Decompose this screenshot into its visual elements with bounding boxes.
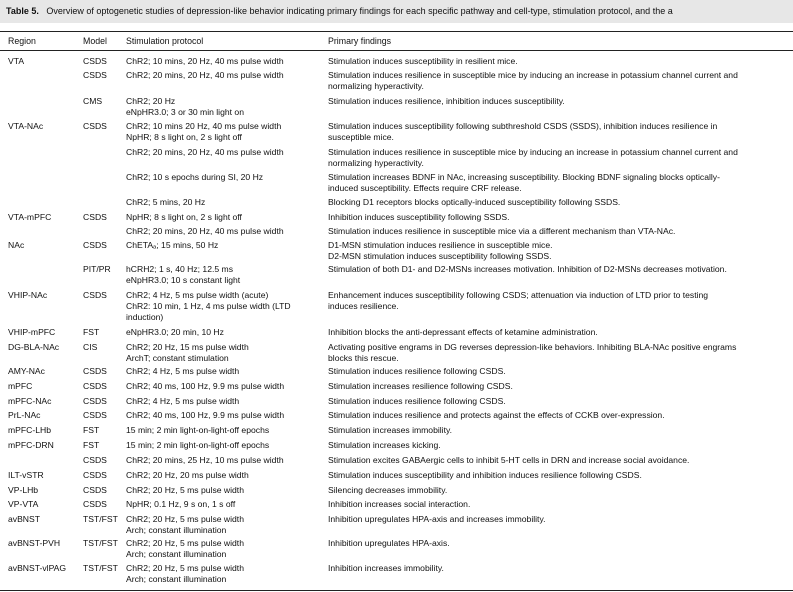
row-findings (328, 381, 513, 392)
row-protocol-line: Arch; constant illumination (126, 525, 227, 535)
row-findings (328, 226, 675, 237)
row-protocol-line: ChR2; 40 ms, 100 Hz, 9.9 ms pulse width (126, 410, 285, 420)
row-findings-line: Silencing decreases immobility. (328, 485, 448, 495)
row-protocol-line: ChR2; 20 Hz, 5 ms pulse width (126, 563, 244, 573)
row-protocol-line: ChR2; 10 mins, 20 Hz, 40 ms pulse width (126, 56, 284, 66)
table-caption (0, 0, 793, 23)
row-findings-line: Stimulation increases BDNF in NAc, increasing susceptibility. Blocking BDNF signaling blocks optically- (328, 172, 720, 182)
row-protocol (126, 410, 284, 421)
row-protocol-line: eNpHR3.0; 10 s constant light (126, 275, 241, 285)
row-protocol-line: eNpHR3.0; 3 or 30 min light on (126, 107, 244, 117)
row-model: CSDS (83, 70, 107, 80)
row-protocol (126, 290, 291, 323)
row-protocol (126, 264, 240, 286)
row-findings-line: Inhibition increases social interaction. (328, 499, 471, 509)
row-findings-line: normalizing hyperactivity. (328, 81, 424, 91)
row-protocol-line: ChR2; 40 ms, 100 Hz, 9.9 ms pulse width (126, 381, 285, 391)
header-findings: Primary findings (328, 36, 392, 46)
row-findings (328, 485, 447, 496)
row-region: ILT-vSTR (8, 470, 44, 480)
row-protocol (126, 240, 218, 251)
row-protocol (126, 197, 205, 208)
row-protocol-line: 15 min; 2 min light-on-light-off epochs (126, 425, 270, 435)
row-model: CSDS (83, 121, 107, 131)
row-findings-line: Stimulation induces resilience following CSDS. (328, 366, 506, 376)
row-model: FST (83, 425, 100, 435)
header-top-rule (0, 31, 793, 32)
row-findings (328, 290, 708, 312)
row-findings-line: normalizing hyperactivity. (328, 158, 424, 168)
row-protocol (126, 56, 284, 67)
row-model: CSDS (83, 410, 107, 420)
row-protocol-line: ChR2: 10 min, 1 Hz, 4 ms pulse width (LTD (126, 301, 291, 311)
row-protocol-line: ChR2; 20 mins, 25 Hz, 10 ms pulse width (126, 455, 284, 465)
row-findings (328, 538, 450, 549)
row-protocol (126, 147, 284, 158)
row-protocol (126, 514, 244, 536)
row-findings (328, 240, 552, 262)
row-findings (328, 70, 738, 92)
row-model: CIS (83, 342, 98, 352)
row-findings (328, 396, 506, 407)
row-protocol-line: ChR2; 20 Hz, 15 ms pulse width (126, 342, 249, 352)
row-findings-line: Inhibition upregulates HPA-axis and increases immobility. (328, 514, 546, 524)
row-protocol (126, 70, 284, 81)
row-protocol-line: ChR2; 20 mins, 20 Hz, 40 ms pulse width (126, 147, 284, 157)
row-findings (328, 514, 546, 525)
row-findings (328, 440, 441, 451)
row-findings (328, 499, 470, 510)
row-protocol-line: NpHR; 8 s light on, 2 s light off (126, 212, 242, 222)
row-model: CSDS (83, 290, 107, 300)
row-findings-line: Inhibition upregulates HPA-axis. (328, 538, 450, 548)
row-findings-line: Stimulation of both D1- and D2-MSNs increases motivation. Inhibition of D2-MSNs decreases motivation. (328, 264, 727, 274)
row-region: VTA-NAc (8, 121, 44, 131)
row-region: mPFC-DRN (8, 440, 54, 450)
row-protocol (126, 425, 269, 436)
row-region: VP-LHb (8, 485, 39, 495)
header-protocol: Stimulation protocol (126, 36, 204, 46)
row-findings (328, 470, 642, 481)
row-protocol-line: ChR2; 20 mins, 20 Hz, 40 ms pulse width (126, 226, 284, 236)
row-protocol-line: ChETAₐ; 15 mins, 50 Hz (126, 240, 219, 250)
row-findings (328, 342, 736, 364)
row-findings-line: D1-MSN stimulation induces resilience in susceptible mice. (328, 240, 553, 250)
row-findings (328, 212, 510, 223)
row-region: AMY-NAc (8, 366, 45, 376)
row-protocol (126, 440, 269, 451)
row-findings-line: Stimulation induces susceptibility and inhibition induces resilience following CSDS. (328, 470, 642, 480)
row-model: CSDS (83, 455, 107, 465)
row-protocol-line: ChR2; 4 Hz, 5 ms pulse width (acute) (126, 290, 269, 300)
table-label: Table 5. (6, 6, 39, 16)
row-region: PrL-NAc (8, 410, 41, 420)
row-protocol-line: ChR2; 20 Hz, 5 ms pulse width (126, 538, 244, 548)
row-model: TST/FST (83, 563, 118, 573)
row-model: CSDS (83, 381, 107, 391)
row-protocol (126, 96, 244, 118)
row-protocol-line: ChR2; 20 Hz, 5 ms pulse width (126, 485, 244, 495)
row-findings-line: Stimulation induces susceptibility in resilient mice. (328, 56, 518, 66)
row-findings-line: Enhancement induces susceptibility following CSDS; attenuation via induction of LTD prior to testing (328, 290, 709, 300)
row-protocol-line: NpHR; 8 s light on, 2 s light off (126, 132, 242, 142)
row-region: DG-BLA-NAc (8, 342, 60, 352)
row-model: CMS (83, 96, 103, 106)
row-protocol (126, 366, 239, 377)
row-model: TST/FST (83, 538, 118, 548)
row-model: CSDS (83, 56, 107, 66)
row-protocol (126, 563, 244, 585)
row-findings-line: Stimulation excites GABAergic cells to inhibit 5-HT cells in DRN and increase social avoidance. (328, 455, 690, 465)
row-protocol (126, 538, 244, 560)
row-model: CSDS (83, 366, 107, 376)
row-model: CSDS (83, 240, 107, 250)
row-protocol-line: 15 min; 2 min light-on-light-off epochs (126, 440, 270, 450)
row-findings (328, 96, 565, 107)
row-findings (328, 425, 452, 436)
row-protocol-line: ChR2; 4 Hz, 5 ms pulse width (126, 366, 240, 376)
row-protocol-line: ChR2; 20 Hz (126, 96, 176, 106)
row-protocol (126, 342, 249, 364)
row-protocol-line: ChR2; 20 mins, 20 Hz, 40 ms pulse width (126, 70, 284, 80)
row-protocol-line: Arch; constant illumination (126, 549, 227, 559)
row-model: PIT/PR (83, 264, 111, 274)
row-protocol (126, 172, 263, 183)
row-findings-line: D2-MSN stimulation induces susceptibility following SSDS. (328, 251, 552, 261)
row-region: mPFC-NAc (8, 396, 52, 406)
row-findings-line: Blocking D1 receptors blocks optically-induced susceptibility following SSDS. (328, 197, 621, 207)
row-findings-line: induces resilience. (328, 301, 399, 311)
row-protocol (126, 485, 244, 496)
row-findings (328, 172, 720, 194)
row-region: mPFC (8, 381, 33, 391)
row-model: CSDS (83, 212, 107, 222)
row-protocol-line: ArchT; constant stimulation (126, 353, 229, 363)
row-findings-line: induced susceptibility. Effects require CRF release. (328, 183, 522, 193)
header-model: Model (83, 36, 107, 46)
row-findings-line: Stimulation induces resilience in susceptible mice by inducing an increase in potassium channel current and (328, 147, 738, 157)
row-protocol (126, 470, 249, 481)
row-findings-line: susceptible mice. (328, 132, 394, 142)
row-protocol-line: Arch; constant illumination (126, 574, 227, 584)
row-protocol-line: hCRH2; 1 s, 40 Hz; 12.5 ms (126, 264, 233, 274)
header-bottom-rule (0, 50, 793, 51)
row-region: VP-VTA (8, 499, 39, 509)
row-model: CSDS (83, 470, 107, 480)
row-region: avBNST-PVH (8, 538, 61, 548)
row-findings-line: Inhibition increases immobility. (328, 563, 444, 573)
row-region: avBNST-vlPAG (8, 563, 67, 573)
row-protocol-line: ChR2; 10 s epochs during SI, 20 Hz (126, 172, 264, 182)
row-protocol-line: ChR2; 20 Hz, 5 ms pulse width (126, 514, 244, 524)
row-model: FST (83, 327, 100, 337)
row-findings (328, 327, 598, 338)
row-findings-line: Stimulation induces resilience, inhibition induces susceptibility. (328, 96, 565, 106)
row-model: CSDS (83, 499, 107, 509)
row-findings-line: Stimulation induces resilience in susceptible mice by inducing an increase in potassium channel current and (328, 70, 738, 80)
row-findings (328, 197, 620, 208)
row-findings-line: Stimulation increases kicking. (328, 440, 441, 450)
row-protocol (126, 455, 284, 466)
row-protocol (126, 327, 224, 338)
row-findings-line: Inhibition blocks the anti-depressant effects of ketamine administration. (328, 327, 598, 337)
row-protocol-line: ChR2; 5 mins, 20 Hz (126, 197, 206, 207)
row-region: VTA (8, 56, 25, 66)
row-findings (328, 56, 518, 67)
table-caption-text: Overview of optogenetic studies of depression-like behavior indicating primary findings for each specific pathway and cell-type, stimulation protocol, and the a (46, 6, 673, 16)
row-model: CSDS (83, 396, 107, 406)
row-findings (328, 121, 717, 143)
row-protocol-line: NpHR; 0.1 Hz, 9 s on, 1 s off (126, 499, 236, 509)
row-model: CSDS (83, 485, 107, 495)
row-protocol-line: induction) (126, 312, 164, 322)
row-protocol-line: ChR2; 20 Hz, 20 ms pulse width (126, 470, 249, 480)
row-protocol (126, 121, 281, 143)
row-findings (328, 147, 738, 169)
row-protocol (126, 499, 235, 510)
row-region: VTA-mPFC (8, 212, 52, 222)
row-protocol (126, 212, 242, 223)
row-protocol (126, 226, 284, 237)
row-region: VHIP-mPFC (8, 327, 56, 337)
row-protocol (126, 381, 284, 392)
row-model: FST (83, 440, 100, 450)
row-protocol-line: ChR2; 4 Hz, 5 ms pulse width (126, 396, 240, 406)
row-protocol-line: eNpHR3.0; 20 min, 10 Hz (126, 327, 224, 337)
row-findings-line: blocks this rescue. (328, 353, 399, 363)
row-protocol-line: ChR2; 10 mins 20 Hz, 40 ms pulse width (126, 121, 282, 131)
row-region: mPFC-LHb (8, 425, 51, 435)
row-findings-line: Stimulation induces resilience following CSDS. (328, 396, 506, 406)
row-findings-line: Stimulation induces susceptibility following subthreshold CSDS (SSDS), inhibition induces resilience in (328, 121, 718, 131)
row-findings (328, 410, 665, 421)
row-protocol (126, 396, 239, 407)
header-region: Region (8, 36, 36, 46)
row-findings (328, 563, 444, 574)
row-findings-line: Activating positive engrams in DG reverses depression-like behaviors. Inhibiting BLA-NAc positive engrams (328, 342, 737, 352)
row-findings (328, 366, 506, 377)
row-findings-line: Inhibition induces susceptibility following SSDS. (328, 212, 510, 222)
row-region: VHIP-NAc (8, 290, 48, 300)
row-findings-line: Stimulation induces resilience and protects against the effects of CCKB over-expression. (328, 410, 665, 420)
row-region: avBNST (8, 514, 40, 524)
row-findings (328, 264, 727, 275)
row-findings-line: Stimulation increases immobility. (328, 425, 453, 435)
table-bottom-rule (0, 590, 793, 591)
row-region: NAc (8, 240, 25, 250)
row-findings (328, 455, 689, 466)
row-findings-line: Stimulation induces resilience in susceptible mice via a different mechanism than VTA-NAc. (328, 226, 676, 236)
row-findings-line: Stimulation increases resilience following CSDS. (328, 381, 513, 391)
row-model: TST/FST (83, 514, 118, 524)
